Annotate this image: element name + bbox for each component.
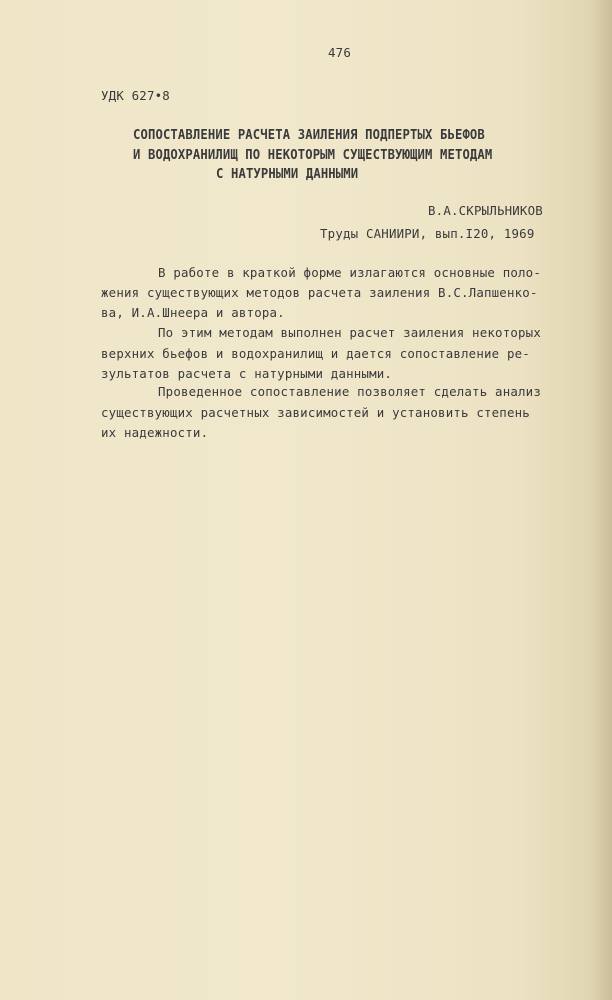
- abstract-line: верхних бьефов и водохранилищ и дается сопоставление ре-: [101, 346, 530, 361]
- author-name: В.А.СКРЫЛЬНИКОВ: [428, 203, 543, 218]
- abstract-line: Проведенное сопоставление позволяет сделать анализ: [158, 384, 541, 399]
- publication-source: Труды САНИИРИ, вып.I20, 1969: [320, 226, 535, 241]
- page-edge-shadow: [590, 0, 612, 1000]
- abstract-line: их надежности.: [101, 425, 209, 440]
- abstract-line: ва, И.А.Шнеера и автора.: [101, 305, 285, 320]
- abstract-line: зультатов расчета с натурными данными.: [101, 366, 393, 381]
- page-number: 476: [328, 45, 351, 60]
- abstract-line: существующих расчетных зависимостей и установить степень: [101, 405, 530, 420]
- title-line-3: С НАТУРНЫМИ ДАННЫМИ: [216, 166, 359, 182]
- title-line-1: СОПОСТАВЛЕНИЕ РАСЧЕТА ЗАИЛЕНИЯ ПОДПЕРТЫХ БЬЕФОВ: [133, 127, 485, 143]
- abstract-line: В работе в краткой форме излагаются основные поло-: [158, 265, 541, 280]
- abstract-line: По этим методам выполнен расчет заиления некоторых: [158, 325, 541, 340]
- title-line-2: И ВОДОХРАНИЛИЩ ПО НЕКОТОРЫМ СУЩЕСТВУЮЩИМ МЕТОДАМ: [133, 147, 493, 163]
- udc-code: УДК 627•8: [101, 88, 170, 103]
- abstract-line: жения существующих методов расчета заиления В.С.Лапшенко-: [101, 285, 538, 300]
